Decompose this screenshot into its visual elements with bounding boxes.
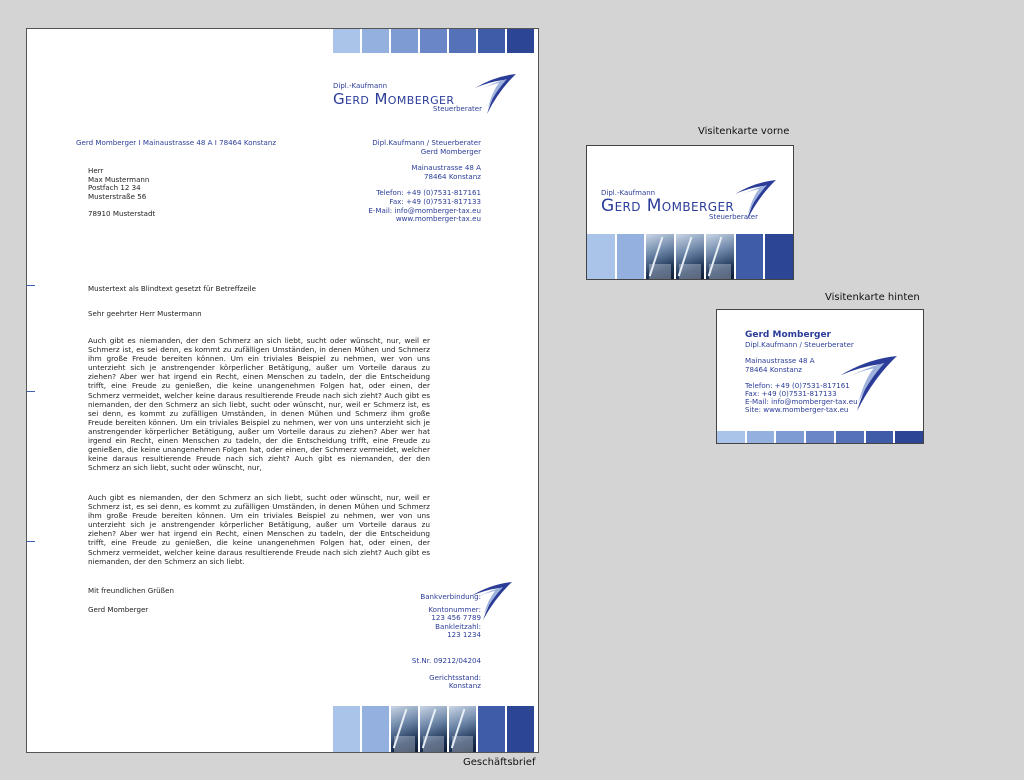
closing: Mit freundlichen Grüßen: [88, 586, 174, 595]
strip-block: [806, 431, 834, 444]
recipient-line: Herr: [88, 166, 104, 175]
strip-block: [895, 431, 923, 444]
card-name: Gerd Momberger: [745, 330, 831, 340]
info-phone: Telefon: +49 (0)7531-817161: [376, 188, 481, 198]
letter-top-strip: [333, 29, 534, 53]
body-paragraph-2: Auch gibt es niemanden, der den Schmerz an sich liebt, sucht oder wünscht, nur, weil er Schmerz ist, es sei denn, es kommt zu zufälligen Umständen, in denen Mühen und Schmerz ihm große Freude bereiten können. Um ein triviales Beispiel zu nehmen, wer von uns unterzieht sich je anstrengender körperlicher Betätigung, außer um Vorteile daraus zu ziehen? Aber wer hat irgend ein Recht, einen Menschen zu tadeln, der die Entscheidung trifft, eine Freude zu genießen, die keine unangenehmen Folgen hat, oder einen, der Schmerz vermeidet, welcher keine daraus resultierende Freude nach sich zieht? Auch gibt es niemanden, der den Schmerz an sich liebt.: [88, 493, 430, 566]
strip-block: [333, 29, 360, 53]
info-name: Gerd Momberger: [420, 146, 481, 156]
strip-block: [765, 234, 793, 280]
recipient-address: [88, 167, 155, 219]
recipient-line: Postfach 12 34: [88, 183, 141, 193]
bank-info-block: [412, 593, 481, 691]
logo-dipl: Dipl.-Kaufmann: [601, 189, 656, 197]
card-title: Dipl.Kaufmann / Steuerberater: [745, 340, 854, 349]
fold-mark: [27, 391, 35, 392]
business-letter: [26, 28, 539, 753]
strip-block: [478, 706, 505, 752]
letter-caption: Geschäftsbrief: [463, 757, 536, 768]
front-card-caption: Visitenkarte vorne: [698, 126, 790, 137]
sailing-photo: [391, 706, 418, 752]
recipient-line: Musterstraße 56: [88, 191, 147, 201]
strip-block: [420, 29, 447, 53]
blz-number: 123 1234: [447, 630, 481, 640]
recipient-line: Max Mustermann: [88, 174, 150, 184]
sender-info-block: [368, 139, 481, 224]
strip-block: [478, 29, 505, 53]
sender-line: Gerd Momberger I Mainaustrasse 48 A I 78464 Konstanz: [76, 138, 277, 147]
strip-block: [736, 234, 764, 280]
strip-block: [333, 706, 360, 752]
card-logo: [601, 189, 781, 229]
sailing-photo: [420, 706, 447, 752]
tax-number: St.Nr. 09212/04204: [411, 655, 481, 665]
info-street: Mainaustrasse 48 A: [411, 163, 481, 173]
strip-block: [362, 706, 389, 752]
logo-name: Gerd Momberger: [333, 90, 455, 108]
strip-block: [836, 431, 864, 444]
fold-mark: [27, 541, 35, 542]
card-email: E-Mail: info@momberger-tax.eu: [745, 397, 858, 406]
info-title: Dipl.Kaufmann / Steuerberater: [372, 138, 481, 147]
strip-block: [747, 431, 775, 444]
strip-block: [587, 234, 615, 280]
court-label: Gerichtsstand:: [429, 672, 481, 682]
business-card-front: [586, 145, 794, 280]
logo-swoosh-icon: [731, 180, 779, 222]
info-email: E-Mail: info@momberger-tax.eu: [368, 205, 481, 215]
subject-line: Mustertext als Blindtext gesetzt für Betreffzeile: [88, 284, 257, 293]
logo-swoosh-icon: [473, 74, 517, 116]
letter-logo: [333, 82, 513, 116]
logo-dipl: Dipl.-Kaufmann: [333, 82, 388, 90]
card-swoosh-icon: [837, 356, 899, 414]
sailing-photo: [646, 234, 674, 280]
sailing-photo: [676, 234, 704, 280]
account-label: Kontonummer:: [428, 604, 481, 614]
business-card-back: [716, 309, 924, 444]
card-front-strip: [587, 234, 793, 280]
info-city: 78464 Konstanz: [424, 171, 481, 181]
court-value: Konstanz: [448, 681, 481, 691]
card-fax: Fax: +49 (0)7531-817133: [745, 389, 837, 398]
blz-label: Bankleitzahl:: [435, 621, 481, 631]
card-phone: Telefon: +49 (0)7531-817161: [745, 381, 850, 390]
logo-name: Gerd Momberger: [601, 196, 735, 216]
card-site: Site: www.momberger-tax.eu: [745, 405, 849, 414]
strip-block: [507, 706, 534, 752]
recipient-line: 78910 Musterstadt: [88, 208, 156, 218]
fold-mark: [27, 285, 35, 286]
account-number: 123 456 7789: [431, 613, 481, 623]
strip-block: [507, 29, 534, 53]
back-card-caption: Visitenkarte hinten: [825, 292, 920, 303]
strip-block: [391, 29, 418, 53]
strip-block: [362, 29, 389, 53]
info-fax: Fax: +49 (0)7531-817133: [389, 196, 481, 206]
card-back-strip: [717, 431, 923, 444]
signature: Gerd Momberger: [88, 605, 149, 614]
card-street: Mainaustrasse 48 A: [745, 356, 815, 365]
logo-role: Steuerberater: [709, 213, 758, 221]
bank-label: Bankverbindung:: [420, 592, 481, 601]
body-paragraph-1: Auch gibt es niemanden, der den Schmerz an sich liebt, sucht oder wünscht, nur, weil er Schmerz ist, es sei denn, es kommt zu zufälligen Umständen, in denen Mühen und Schmerz ihm große Freude bereiten können. Um ein triviales Beispiel zu nehmen, wer von uns unterzieht sich je anstrengender körperlicher Betätigung, außer um Vorteile daraus zu ziehen? Aber wer hat irgend ein Recht, einen Menschen zu tadeln, der die Entscheidung trifft, eine Freude zu genießen, die keine unangenehmen Folgen hat, oder einen, der Schmerz vermeidet, welcher keine daraus resultierende Freude nach sich zieht? Auch gibt es niemanden, der den Schmerz an sich liebt, sucht oder wünscht, nur, weil er Schmerz ist, es sei denn, es kommt zu zufälligen Umständen, in denen Mühen und Schmerz ihm große Freude bereiten können. Um ein triviales Beispiel zu nehmen, wer von uns unterzieht sich je anstrengender körperlicher Betätigung, außer um Vorteile daraus zu ziehen? Aber wer hat irgend ein Recht, einen Menschen zu tadeln, der die Entscheidung trifft, eine Freude zu genießen, die keine unangenehmen Folgen hat, oder einen, der Schmerz vermeidet, welcher keine daraus resultierende Freude nach sich zieht? Auch gibt es niemanden, der den Schmerz an sich liebt, sucht oder wünscht, nur,: [88, 336, 430, 473]
card-city: 78464 Konstanz: [745, 365, 802, 374]
sailing-photo: [449, 706, 476, 752]
logo-role: Steuerberater: [433, 105, 482, 113]
sailing-photo: [706, 234, 734, 280]
strip-block: [776, 431, 804, 444]
strip-block: [866, 431, 894, 444]
letter-bottom-strip: [333, 706, 534, 752]
salutation: Sehr geehrter Herr Mustermann: [88, 309, 202, 318]
strip-block: [617, 234, 645, 280]
info-web: www.momberger-tax.eu: [395, 214, 481, 224]
strip-block: [717, 431, 745, 444]
strip-block: [449, 29, 476, 53]
